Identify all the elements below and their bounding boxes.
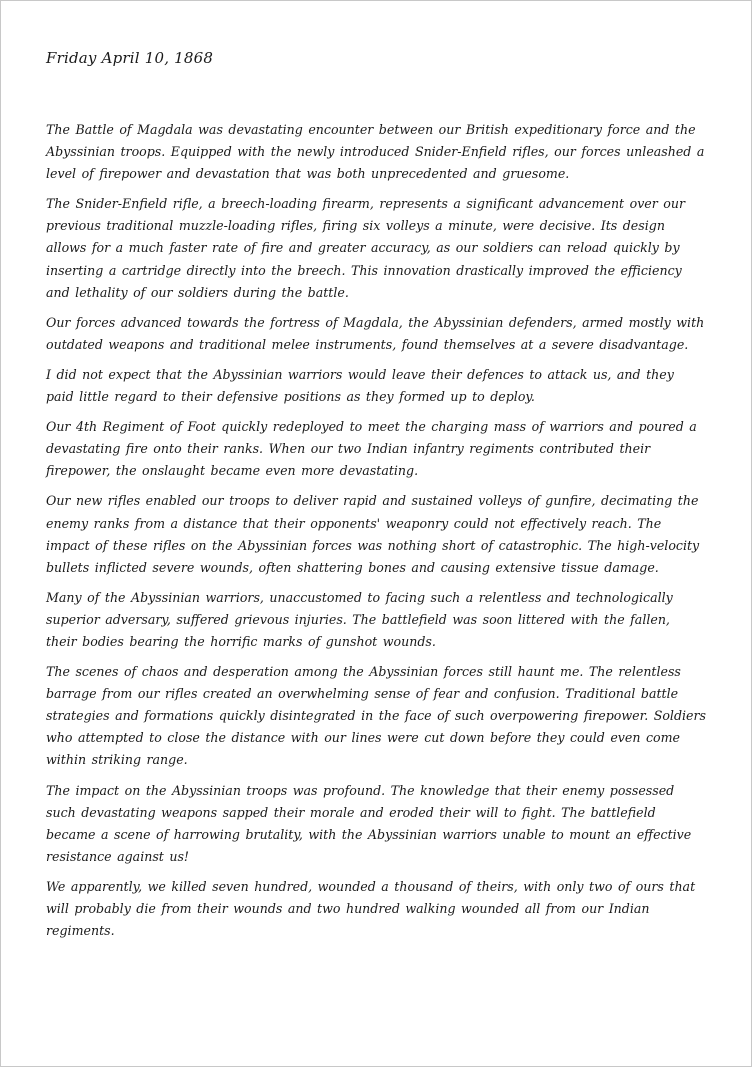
paragraph-3: Our forces advanced towards the fortress of Magdala, the Abyssinian defenders, armed mostly with outdated weapons and traditional melee instruments, found themselves at a severe disadvantage. (46, 314, 705, 352)
paragraph-7: Many of the Abyssinian warriors, unaccustomed to facing such a relentless and technologically superior adversary, suffered grievous injuries. The battlefield was soon littered with the fallen, their bodies bearing the horrific marks of gunshot wounds. (46, 589, 673, 649)
paragraph-4: I did not expect that the Abyssinian warriors would leave their defences to attack us, and they paid little regard to their defensive positions as they formed up to deploy. (46, 366, 674, 405)
diary-entry (46, 47, 706, 950)
paragraph-6: Our new rifles enabled our troops to deliver rapid and sustained volleys of gunfire, decimating the enemy ranks from a distance that their opponents' weaponry could not effectively reach. The impact of these rifles on the Abyssinian forces was nothing short of catastrophic. The high-velocity bullets inflicted severe wounds, often shattering bones and causing extensive tissue damage. (46, 493, 700, 575)
entry-date: Friday April 10, 1868 (46, 49, 214, 67)
paragraph-5: Our 4th Regiment of Foot quickly redeployed to meet the charging mass of warriors and poured a devastating fire onto their ranks. When our two Indian infantry regiments contributed their firepower, the onslaught became even more devastating. (46, 419, 697, 479)
paragraph-2: The Snider-Enfield rifle, a breech-loading firearm, represents a significant advancement over our previous traditional muzzle-loading rifles, firing six volleys a minute, were decisive. Its design allows for a much faster rate of fire and greater accuracy, as our soldiers can reload quickly by inserting a cartridge directly into the breech. This innovation drastically improved the efficiency and lethality of our soldiers during the battle. (46, 196, 685, 300)
paragraph-8: The scenes of chaos and desperation among the Abyssinian forces still haunt me. The relentless barrage from our rifles created an overwhelming sense of fear and confusion. Traditional battle strategies and formations quickly disintegrated in the face of such overpowering firepower. Soldiers who attempted to close the distance with our lines were cut down before they could even come within striking range. (46, 664, 706, 768)
paragraph-10: We apparently, we killed seven hundred, wounded a thousand of theirs, with only two of ours that will probably die from their wounds and two hundred walking wounded all from our Indian regiments. (46, 878, 696, 939)
paragraph-9: The impact on the Abyssinian troops was profound. The knowledge that their enemy possessed such devastating weapons sapped their morale and eroded their will to fight. The battlefield became a scene of harrowing brutality, with the Abyssinian warriors unable to mount an effective resistance against us! (46, 782, 692, 864)
paragraph-1: The Battle of Magdala was devastating encounter between our British expeditionary force and the Abyssinian troops. Equipped with the newly introduced Snider-Enfield rifles, our forces unleashed a level of firepower and devastation that was both unprecedented and gruesome. (46, 122, 705, 182)
